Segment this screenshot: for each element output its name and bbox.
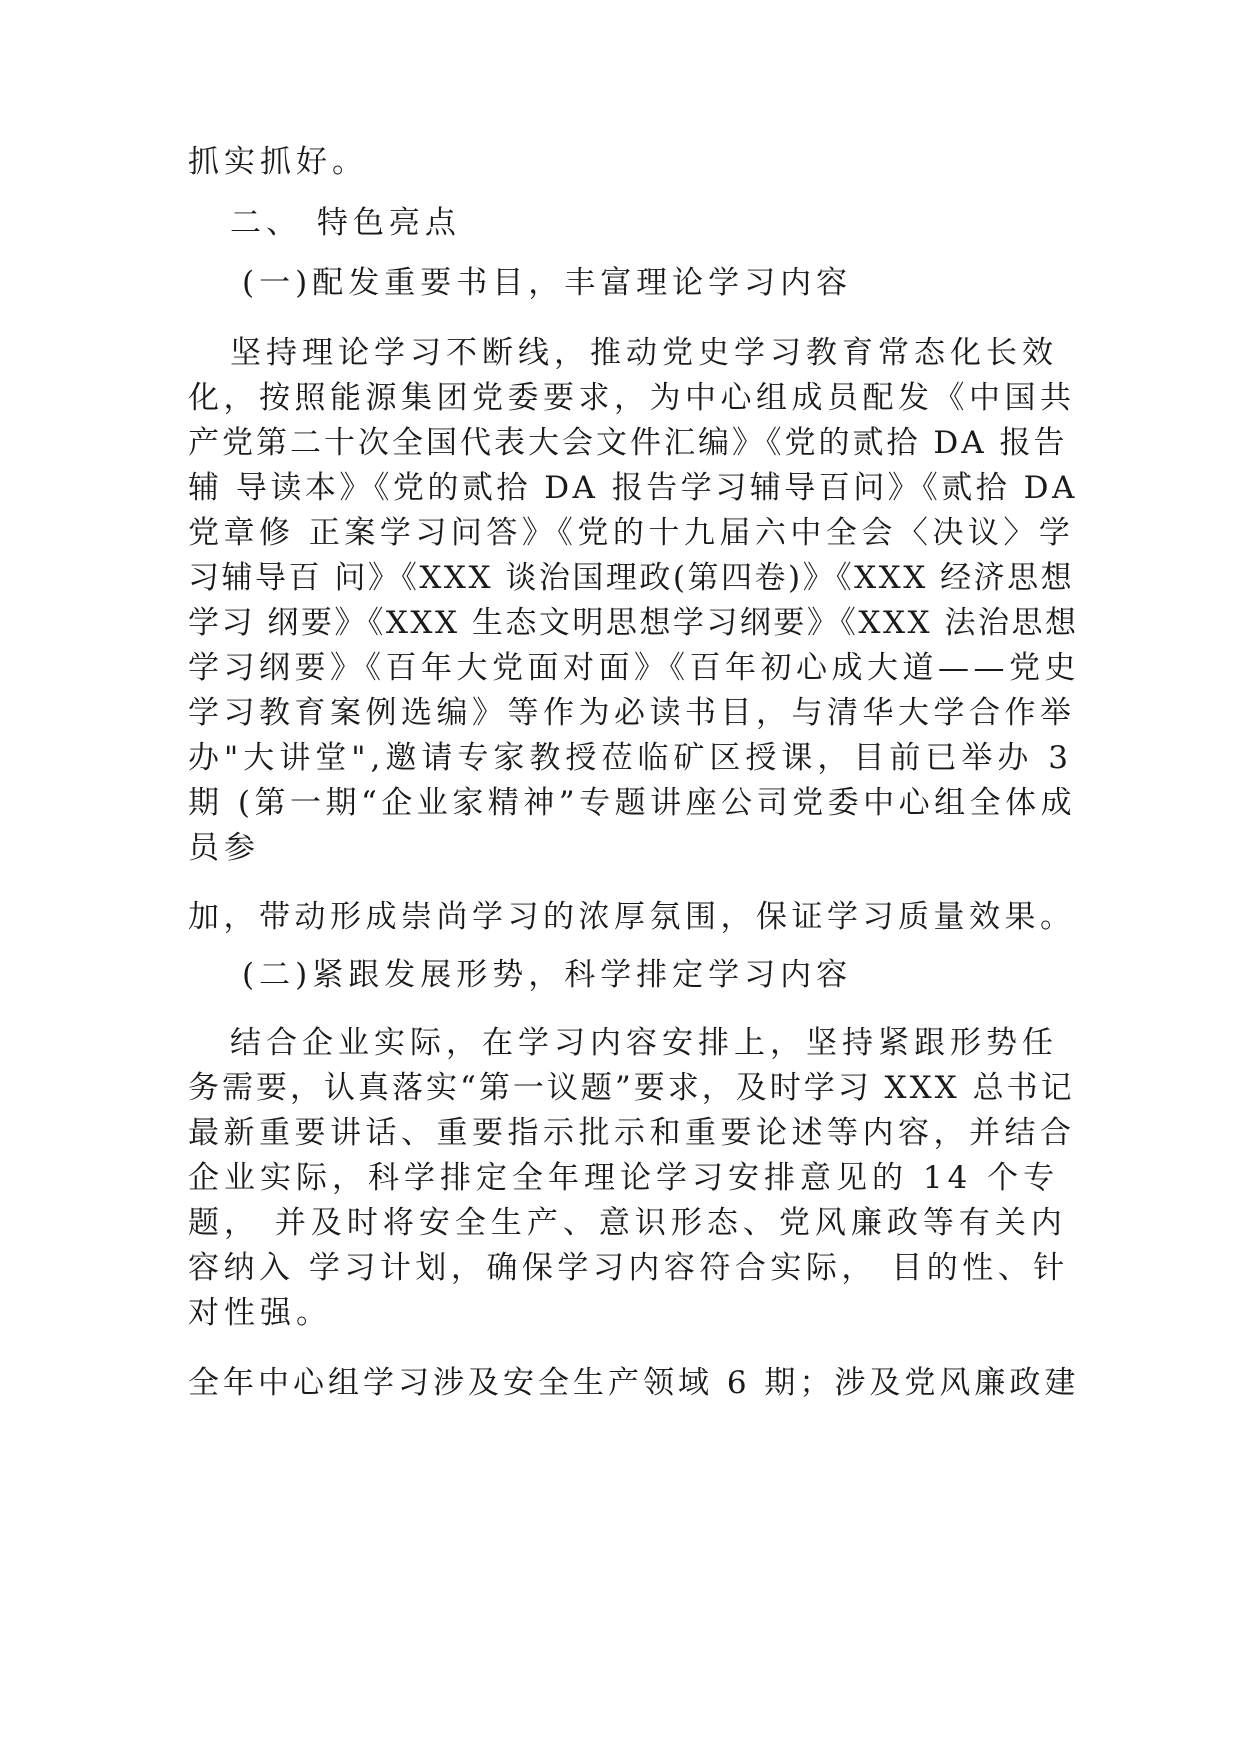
- text-line: 抓实抓好。: [188, 144, 368, 180]
- paragraph-line: 务需要，认真落实“第一议题”要求，及时学习 XXX 总书记: [188, 1070, 1075, 1106]
- paragraph-line: 办"大讲堂",邀请专家教授莅临矿区授课，目前已举办 3: [188, 740, 1073, 776]
- paragraph-line: 学习教育案例选编》等作为必读书目，与清华大学合作举: [188, 695, 1076, 731]
- paragraph-line: 结合企业实际，在学习内容安排上，坚持紧跟形势任: [230, 1025, 1058, 1061]
- section-heading: 二、 特色亮点: [230, 205, 461, 241]
- paragraph-line: 习辅导百 问》《XXX 谈治国理政(第四卷)》《XXX 经济思想: [188, 560, 1075, 596]
- paragraph-line: 党章修 正案学习问答》《党的十九届六中全会〈决议〉学: [188, 515, 1075, 551]
- paragraph-line: 员参: [188, 830, 260, 866]
- paragraph-line: 全年中心组学习涉及安全生产领域 6 期；涉及党风廉政建: [188, 1365, 1080, 1401]
- paragraph-line: 最新重要讲话、重要指示批示和重要论述等内容，并结合: [188, 1115, 1076, 1151]
- paragraph-line: 企业实际，科学排定全年理论学习安排意见的 14 个专: [188, 1160, 1060, 1196]
- paragraph-line: 产党第二十次全国代表大会文件汇编》《党的贰拾 DA 报告: [188, 425, 1068, 461]
- paragraph-line: 期 (第一期“企业家精神”专题讲座公司党委中心组全体成: [188, 785, 1077, 821]
- paragraph-line: 学习 纲要》《XXX 生态文明思想学习纲要》《XXX 法治思想: [188, 605, 1079, 641]
- paragraph-line: 辅 导读本》《党的贰拾 DA 报告学习辅导百问》《贰拾 DA: [188, 470, 1078, 506]
- paragraph-line: 坚持理论学习不断线，推动党史学习教育常态化长效: [230, 335, 1058, 371]
- paragraph-line: 加，带动形成崇尚学习的浓厚氛围，保证学习质量效果。: [188, 899, 1076, 935]
- paragraph-line: 对性强。: [188, 1295, 332, 1331]
- subsection-heading: (一)配发重要书目，丰富理论学习内容: [242, 265, 853, 301]
- paragraph-line: 题， 并及时将安全生产、意识形态、党风廉政等有关内: [188, 1205, 1067, 1241]
- subsection-heading: (二)紧跟发展形势，科学排定学习内容: [242, 957, 853, 993]
- paragraph-line: 容纳入 学习计划，确保学习内容符合实际， 目的性、针: [188, 1250, 1069, 1286]
- paragraph-line: 学习纲要》《百年大党面对面》《百年初心成大道——党史: [188, 650, 1080, 686]
- paragraph-line: 化，按照能源集团党委要求，为中心组成员配发《中国共: [188, 380, 1076, 416]
